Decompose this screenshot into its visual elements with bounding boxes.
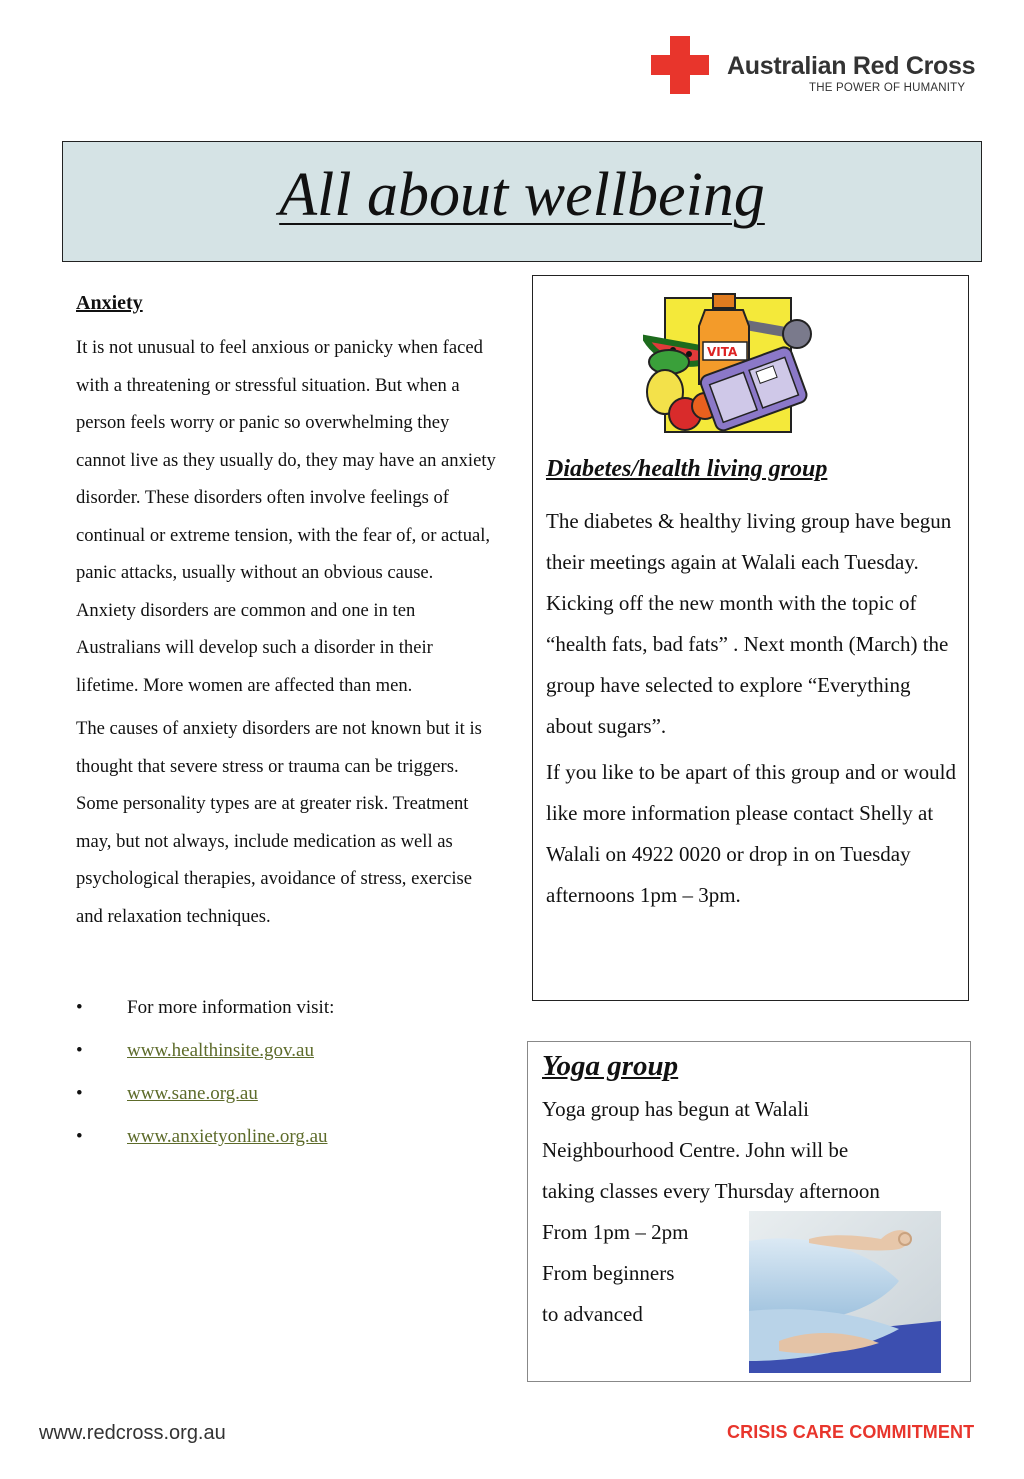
anxietyonline-link[interactable]: www.anxietyonline.org.au [127,1126,328,1147]
yoga-line: to advanced [542,1302,643,1326]
diabetes-group-box [532,275,969,1001]
diabetes-heading: Diabetes/health living group [546,456,828,482]
yoga-line: From beginners [542,1261,675,1285]
yoga-line: Neighbourhood Centre. John will be [542,1138,849,1162]
info-label: For more information visit: [127,997,335,1018]
anxiety-paragraph-1: It is not unusual to feel anxious or panicky when faced with a threatening or stressful situation. But when a person feels worry or panic so overwhelming they cannot live as they usually do, they may have an anxiety disorder. These disorders often involve feelings of continual or extreme tension, with the fear of, or actual, panic attacks, usually without an obvious cause. Anxiety disorders are common and one in ten Australians will develop such a disorder in their lifetime. More women are affected than men. [76,337,496,696]
diabetes-body [546,501,956,921]
diabetes-paragraph-1: The diabetes & healthy living group have begun their meetings again at Walali each Tuesday. Kicking off the new month with the topic of “health fats, bad fats” . Next month (March) the group have selected to explore “Everything about sugars”. [546,509,952,738]
organization-name: Australian Red Cross [727,52,976,80]
yoga-heading: Yoga group [542,1050,679,1082]
anxiety-paragraph-2: The causes of anxiety disorders are not known but it is thought that severe stress or trauma can be triggers. Some personality types are at greater risk. Treatment may, but not always, include medication as well as psychological therapies, avoidance of stress, exercise and relaxation techniques. [76,718,482,927]
svg-text:VITA: VITA [707,345,738,359]
link-item [76,1038,496,1081]
anxiety-heading: Anxiety [76,292,143,314]
link-item [76,1124,496,1167]
link-item [76,1081,496,1124]
yoga-line: taking classes every Thursday afternoon [542,1179,880,1203]
footer-commitment: CRISIS CARE COMMITMENT [727,1422,975,1442]
page-title: All about wellbeing [279,161,765,229]
yoga-group-box [527,1041,971,1382]
title-banner [62,141,982,262]
yoga-line: From 1pm – 2pm [542,1220,689,1244]
healthinsite-link[interactable]: www.healthinsite.gov.au [127,1040,314,1061]
sane-link[interactable]: www.sane.org.au [127,1083,258,1104]
anxiety-section [76,292,496,1167]
meditation-photo-icon [749,1211,941,1373]
health-items-clipart-icon [643,292,813,442]
red-cross-logo-icon [651,36,709,94]
info-links-list [76,995,496,1167]
footer-website[interactable]: www.redcross.org.au [39,1422,226,1444]
yoga-line: Yoga group has begun at Walali [542,1097,810,1121]
organization-tagline: THE POWER OF HUMANITY [809,82,966,94]
diabetes-paragraph-2: If you like to be apart of this group and or would like more information please contact Shelly at Walali on 4922 0020 or drop in on Tuesday afternoons 1pm – 3pm. [546,760,956,907]
info-label-item [76,995,496,1038]
